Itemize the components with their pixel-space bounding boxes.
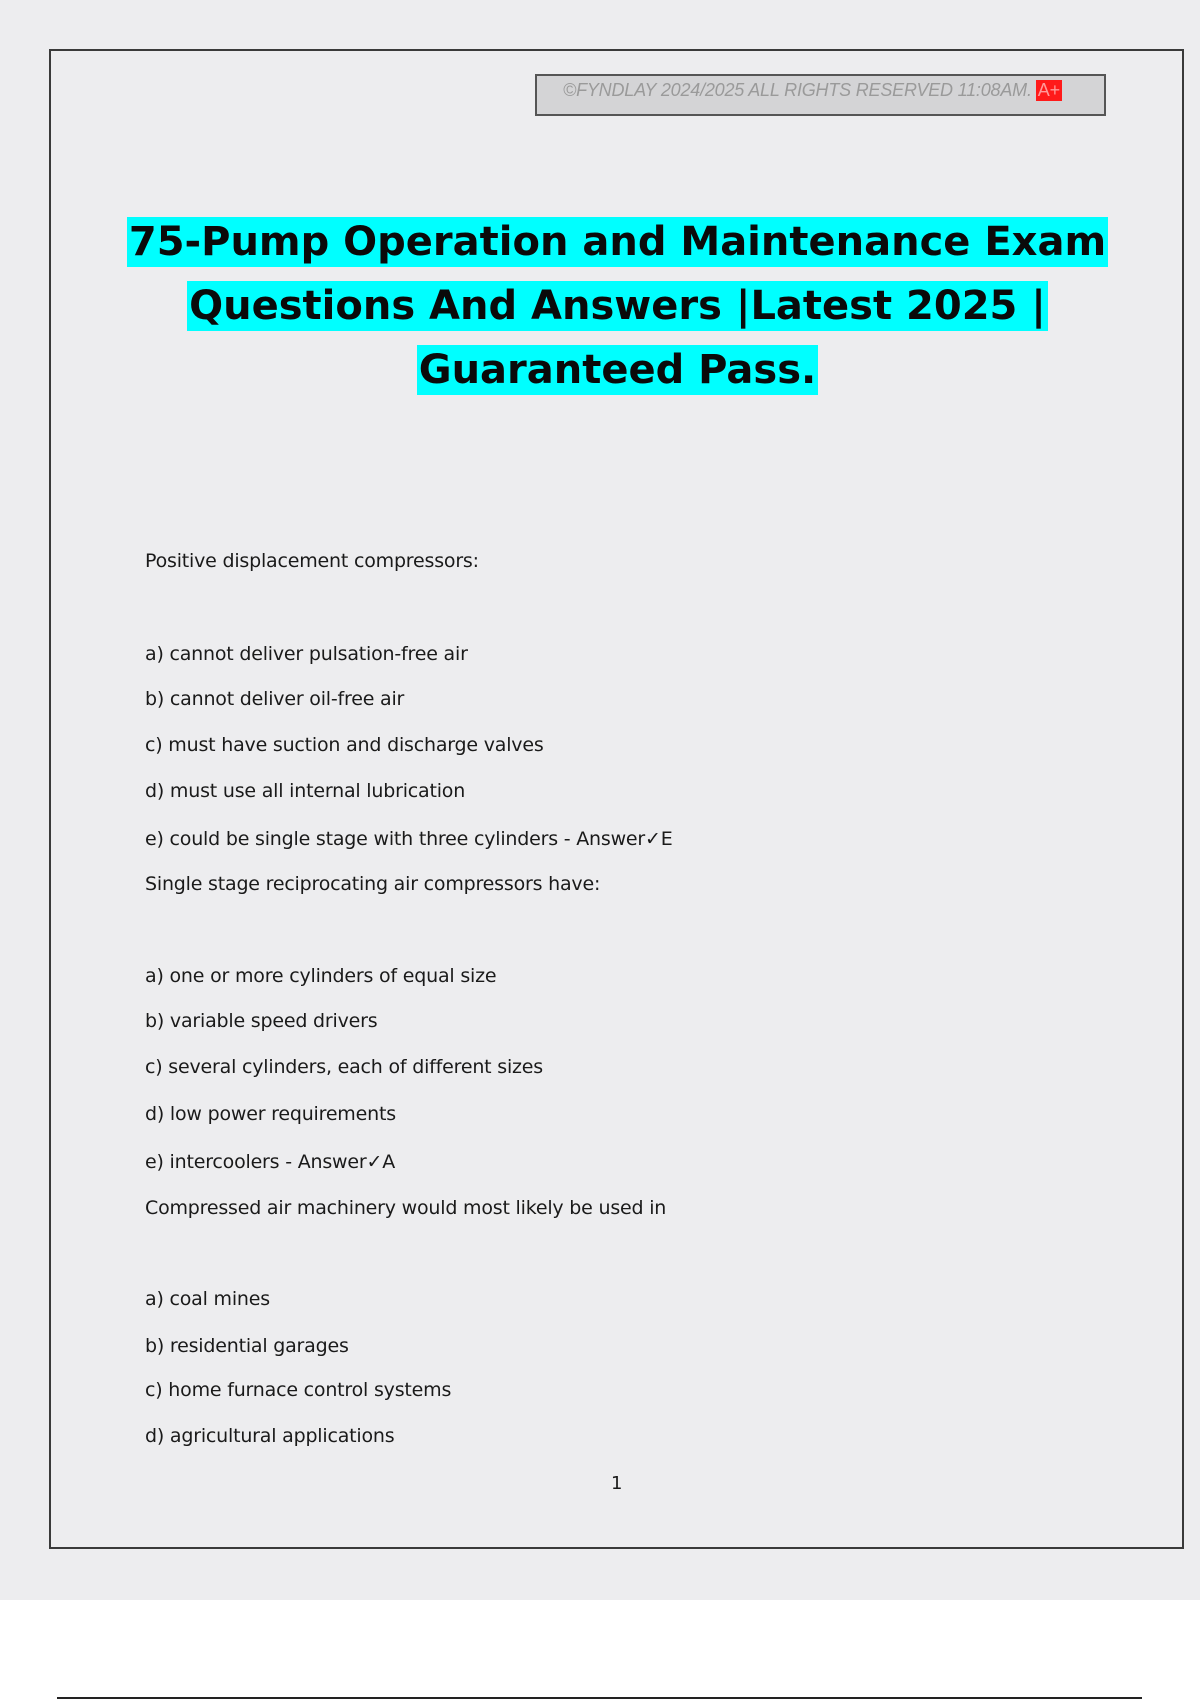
answer-option: a) one or more cylinders of equal size xyxy=(145,965,497,987)
title-line-1: 75-Pump Operation and Maintenance Exam xyxy=(128,219,1107,265)
answer-option: a) cannot deliver pulsation-free air xyxy=(145,643,468,665)
question-text: Single stage reciprocating air compressors have: xyxy=(145,873,601,895)
copyright-label: ©FYNDLAY 2024/2025 ALL RIGHTS RESERVED 11:08AM. xyxy=(563,80,1032,100)
copyright-text xyxy=(563,80,1062,101)
answer-option: b) residential garages xyxy=(145,1335,349,1357)
answer-option-with-key: e) intercoolers - Answer✓A xyxy=(145,1151,396,1173)
answer-option: b) cannot deliver oil-free air xyxy=(145,688,405,710)
answer-option: d) agricultural applications xyxy=(145,1425,395,1447)
answer-option: d) low power requirements xyxy=(145,1103,396,1125)
divider xyxy=(57,1697,1142,1699)
answer-option-with-key: e) could be single stage with three cylinders - Answer✓E xyxy=(145,828,673,850)
answer-option: a) coal mines xyxy=(145,1288,270,1310)
grade-badge: A+ xyxy=(1037,80,1060,100)
title-line-2: Questions And Answers |Latest 2025 | xyxy=(189,283,1046,329)
answer-option: c) home furnace control systems xyxy=(145,1379,452,1401)
question-text: Positive displacement compressors: xyxy=(145,550,479,572)
page-number: 1 xyxy=(611,1473,623,1494)
copyright-banner xyxy=(535,74,1106,116)
answer-option: b) variable speed drivers xyxy=(145,1010,378,1032)
title-line-3: Guaranteed Pass. xyxy=(418,347,817,393)
question-text: Compressed air machinery would most likely be used in xyxy=(145,1197,667,1219)
answer-option: d) must use all internal lubrication xyxy=(145,780,466,802)
answer-option: c) must have suction and discharge valves xyxy=(145,734,544,756)
answer-option: c) several cylinders, each of different sizes xyxy=(145,1056,543,1078)
document-title xyxy=(100,210,1135,402)
